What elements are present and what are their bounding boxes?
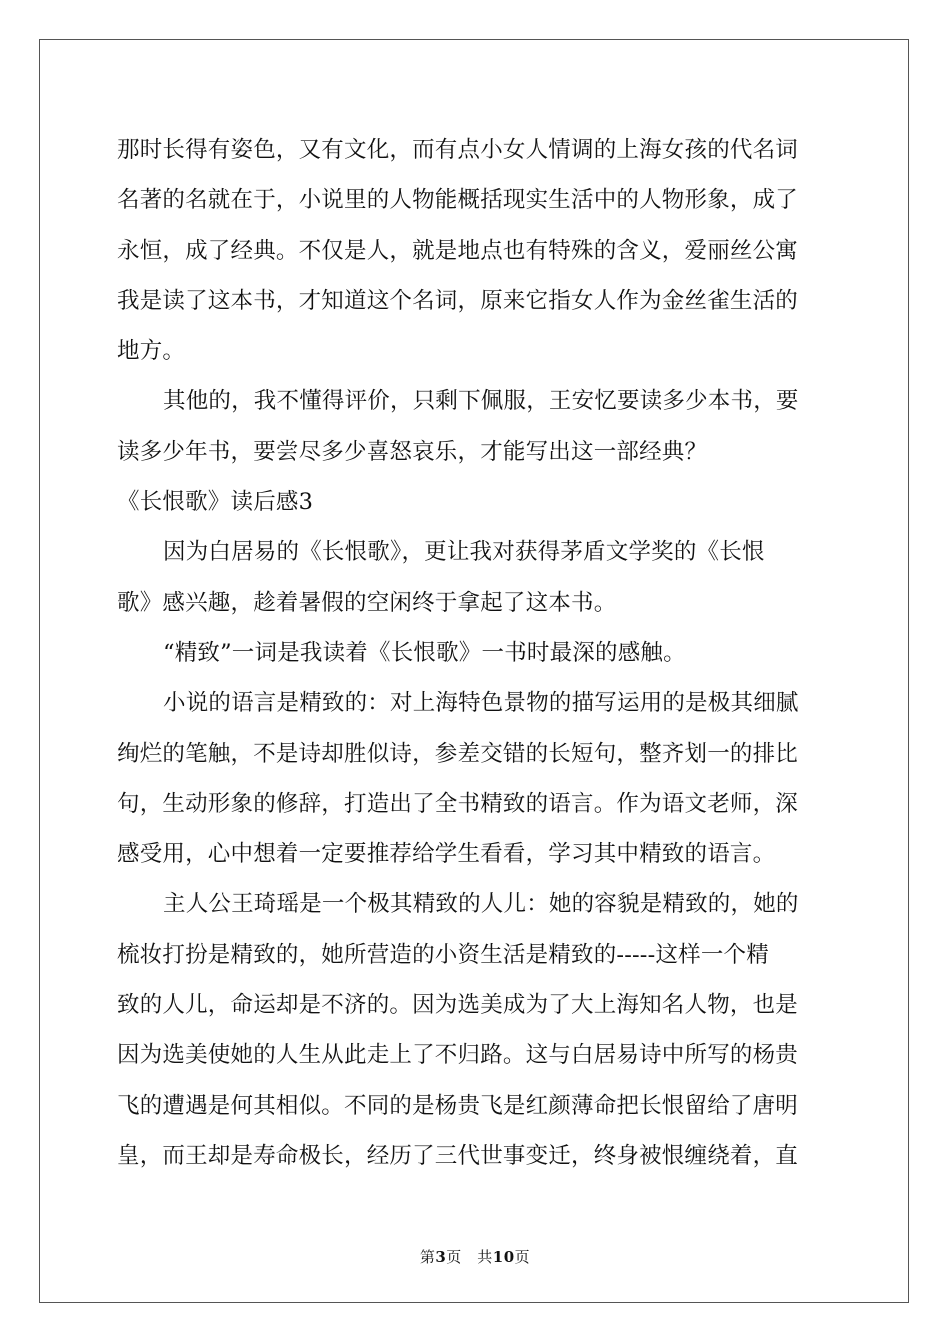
text-line: 小说的语言是精致的：对上海特色景物的描写运用的是极其细腻 xyxy=(163,690,799,717)
footer-middle: 页 共 xyxy=(446,1248,493,1266)
text-line: 飞的遭遇是何其相似。不同的是杨贵飞是红颜薄命把长恨留给了唐明 xyxy=(117,1092,799,1119)
text-line: 《长恨歌》读后感3 xyxy=(117,489,314,516)
text-line: 因为白居易的《长恨歌》，更让我对获得茅盾文学奖的《长恨 xyxy=(163,539,765,566)
text-line: 我是读了这本书，才知道这个名词，原来它指女人作为金丝雀生活的 xyxy=(117,287,799,314)
text-line: 感受用，心中想着一定要推荐给学生看看，学习其中精致的语言。 xyxy=(117,841,776,868)
text-line: 致的人儿，命运却是不济的。因为选美成为了大上海知名人物，也是 xyxy=(117,992,799,1019)
text-line: 读多少年书，要尝尽多少喜怒哀乐，才能写出这一部经典？ xyxy=(117,438,708,465)
text-line: 名著的名就在于，小说里的人物能概括现实生活中的人物形象，成了 xyxy=(117,187,799,214)
text-line: 地方。 xyxy=(117,338,186,365)
text-line: 其他的，我不懂得评价，只剩下佩服，王安忆要读多少本书，要 xyxy=(163,388,799,415)
text-line: 绚烂的笔触，不是诗却胜似诗，参差交错的长短句，整齐划一的排比 xyxy=(117,740,799,767)
text-line: 因为选美使她的人生从此走上了不归路。这与白居易诗中所写的杨贵 xyxy=(117,1042,799,1069)
text-line: 梳妆打扮是精致的，她所营造的小资生活是精致的-----这样一个精 xyxy=(117,941,769,968)
text-line: 歌》感兴趣，趁着暑假的空闲终于拿起了这本书。 xyxy=(117,589,617,616)
footer-prefix: 第 xyxy=(419,1248,436,1266)
text-line: 那时长得有姿色，又有文化，而有点小女人情调的上海女孩的代名词 xyxy=(117,137,799,163)
text-line: 句，生动形象的修辞，打造出了全书精致的语言。作为语文老师，深 xyxy=(117,790,799,817)
text-line: 皇，而王却是寿命极长，经历了三代世事变迁，终身被恨缠绕着，直 xyxy=(117,1142,799,1169)
text-line: 主人公王琦瑶是一个极其精致的人儿：她的容貌是精致的，她的 xyxy=(163,891,799,918)
document-body xyxy=(117,125,833,1181)
text-line: “精致”一词是我读着《长恨歌》一书时最深的感触。 xyxy=(163,639,686,666)
footer-suffix: 页 xyxy=(514,1248,531,1266)
total-page-number: 10 xyxy=(492,1248,515,1266)
page-footer xyxy=(0,1246,950,1267)
current-page-number: 3 xyxy=(435,1248,447,1266)
text-line: 永恒，成了经典。不仅是人，就是地点也有特殊的含义，爱丽丝公寓 xyxy=(117,237,799,264)
